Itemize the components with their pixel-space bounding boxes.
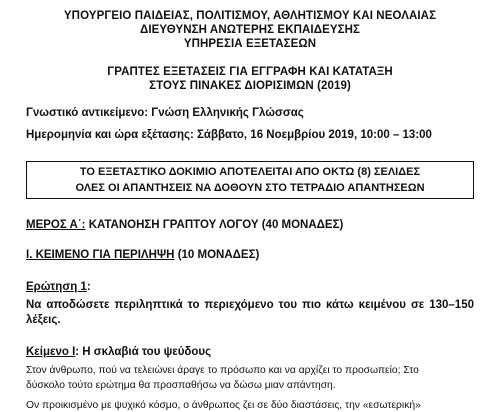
text-1-title: : Η σκλαβιά του ψεύδους xyxy=(75,346,212,358)
notice-line-2: ΟΛΕΣ ΟΙ ΑΠΑΝΤΗΣΕΙΣ ΝΑ ΔΟΘΟΥΝ ΣΤΟ ΤΕΤΡΑΔΙΟ ΑΠΑΝΤΗΣΕΩΝ xyxy=(75,182,425,194)
text-1-line-1: Στον άνθρωπο, πού να τελειώνει άραγε το πρόσωπο και να αρχίζει το προσωπείο; Στο xyxy=(26,365,419,376)
directorate-heading: ΔΙΕΥΘΥΝΣΗ ΑΝΩΤΕΡΗΣ ΕΚΠΑΙΔΕΥΣΗΣ xyxy=(139,24,361,36)
section-1-points: (10 ΜΟΝΑΔΕΣ) xyxy=(177,249,260,261)
text-1-line-2: δύσκολο τούτο ερώτημα θα προσπαθήσω να δώσω μιαν απάντηση. xyxy=(26,380,336,391)
question-1-label: Ερώτηση 1 xyxy=(26,281,87,293)
text-1-label: Κείμενο Ι xyxy=(26,346,76,358)
part-a-label: ΜΕΡΟΣ Α΄: xyxy=(26,219,86,231)
subject-label: Γνωστικό αντικείμενο: xyxy=(26,107,149,119)
text-1-heading xyxy=(26,346,211,358)
part-a-title: ΚΑΤΑΝΟΗΣΗ ΓΡΑΠΤΟΥ ΛΟΓΟΥ (40 ΜΟΝΑΔΕΣ) xyxy=(88,219,344,231)
service-heading: ΥΠΗΡΕΣΙΑ ΕΞΕΤΑΣΕΩΝ xyxy=(183,38,317,50)
question-1-heading xyxy=(26,281,91,293)
question-1-text-line-1: Να αποδώσετε περιληπτικά το περιεχόμενο του πιο κάτω κειμένου σε 130–150 xyxy=(26,299,474,311)
part-a-heading xyxy=(26,219,343,231)
date-value: Σάββατο, 16 Νοεμβρίου 2019, 10:00 – 13:00 xyxy=(197,129,432,141)
date-label: Ημερομηνία και ώρα εξέτασης: xyxy=(26,129,194,141)
ministry-heading: ΥΠΟΥΡΓΕΙΟ ΠΑΙΔΕΙΑΣ, ΠΟΛΙΤΙΣΜΟΥ, ΑΘΛΗΤΙΣΜΟΥ ΚΑΙ ΝΕΟΛΑΙΑΣ xyxy=(63,10,437,22)
question-1-text-line-2: λέξεις. xyxy=(26,314,61,326)
notice-line-1: ΤΟ ΕΞΕΤΑΣΤΙΚΟ ΔΟΚΙΜΙΟ ΑΠΟΤΕΛΕΙΤΑΙ ΑΠΟ ΟΚΤΩ (8) ΣΕΛΙΔΕΣ xyxy=(79,166,421,178)
section-1-title: Ι. ΚΕΙΜΕΝΟ ΓΙΑ ΠΕΡΙΛΗΨΗ xyxy=(26,249,175,261)
subject-row xyxy=(26,107,304,119)
date-row xyxy=(26,129,432,141)
subject-value: Γνώση Ελληνικής Γλώσσας xyxy=(151,107,304,119)
notice-box xyxy=(26,161,474,199)
exam-title-line-2: ΣΤΟΥΣ ΠΙΝΑΚΕΣ ΔΙΟΡΙΣΙΜΩΝ (2019) xyxy=(149,80,351,92)
section-1-heading xyxy=(26,249,259,261)
exam-title-line-1: ΓΡΑΠΤΕΣ ΕΞΕΤΑΣΕΙΣ ΓΙΑ ΕΓΓΡΑΦΗ ΚΑΙ ΚΑΤΑΤΑΞΗ xyxy=(107,66,393,78)
text-1-line-3: Ον προικισμένο με ψυχικό κόσμο, ο άνθρωπος ζει σε δύο διαστάσεις, την «εσωτερική» xyxy=(26,400,421,411)
question-1-colon: : xyxy=(86,281,91,293)
